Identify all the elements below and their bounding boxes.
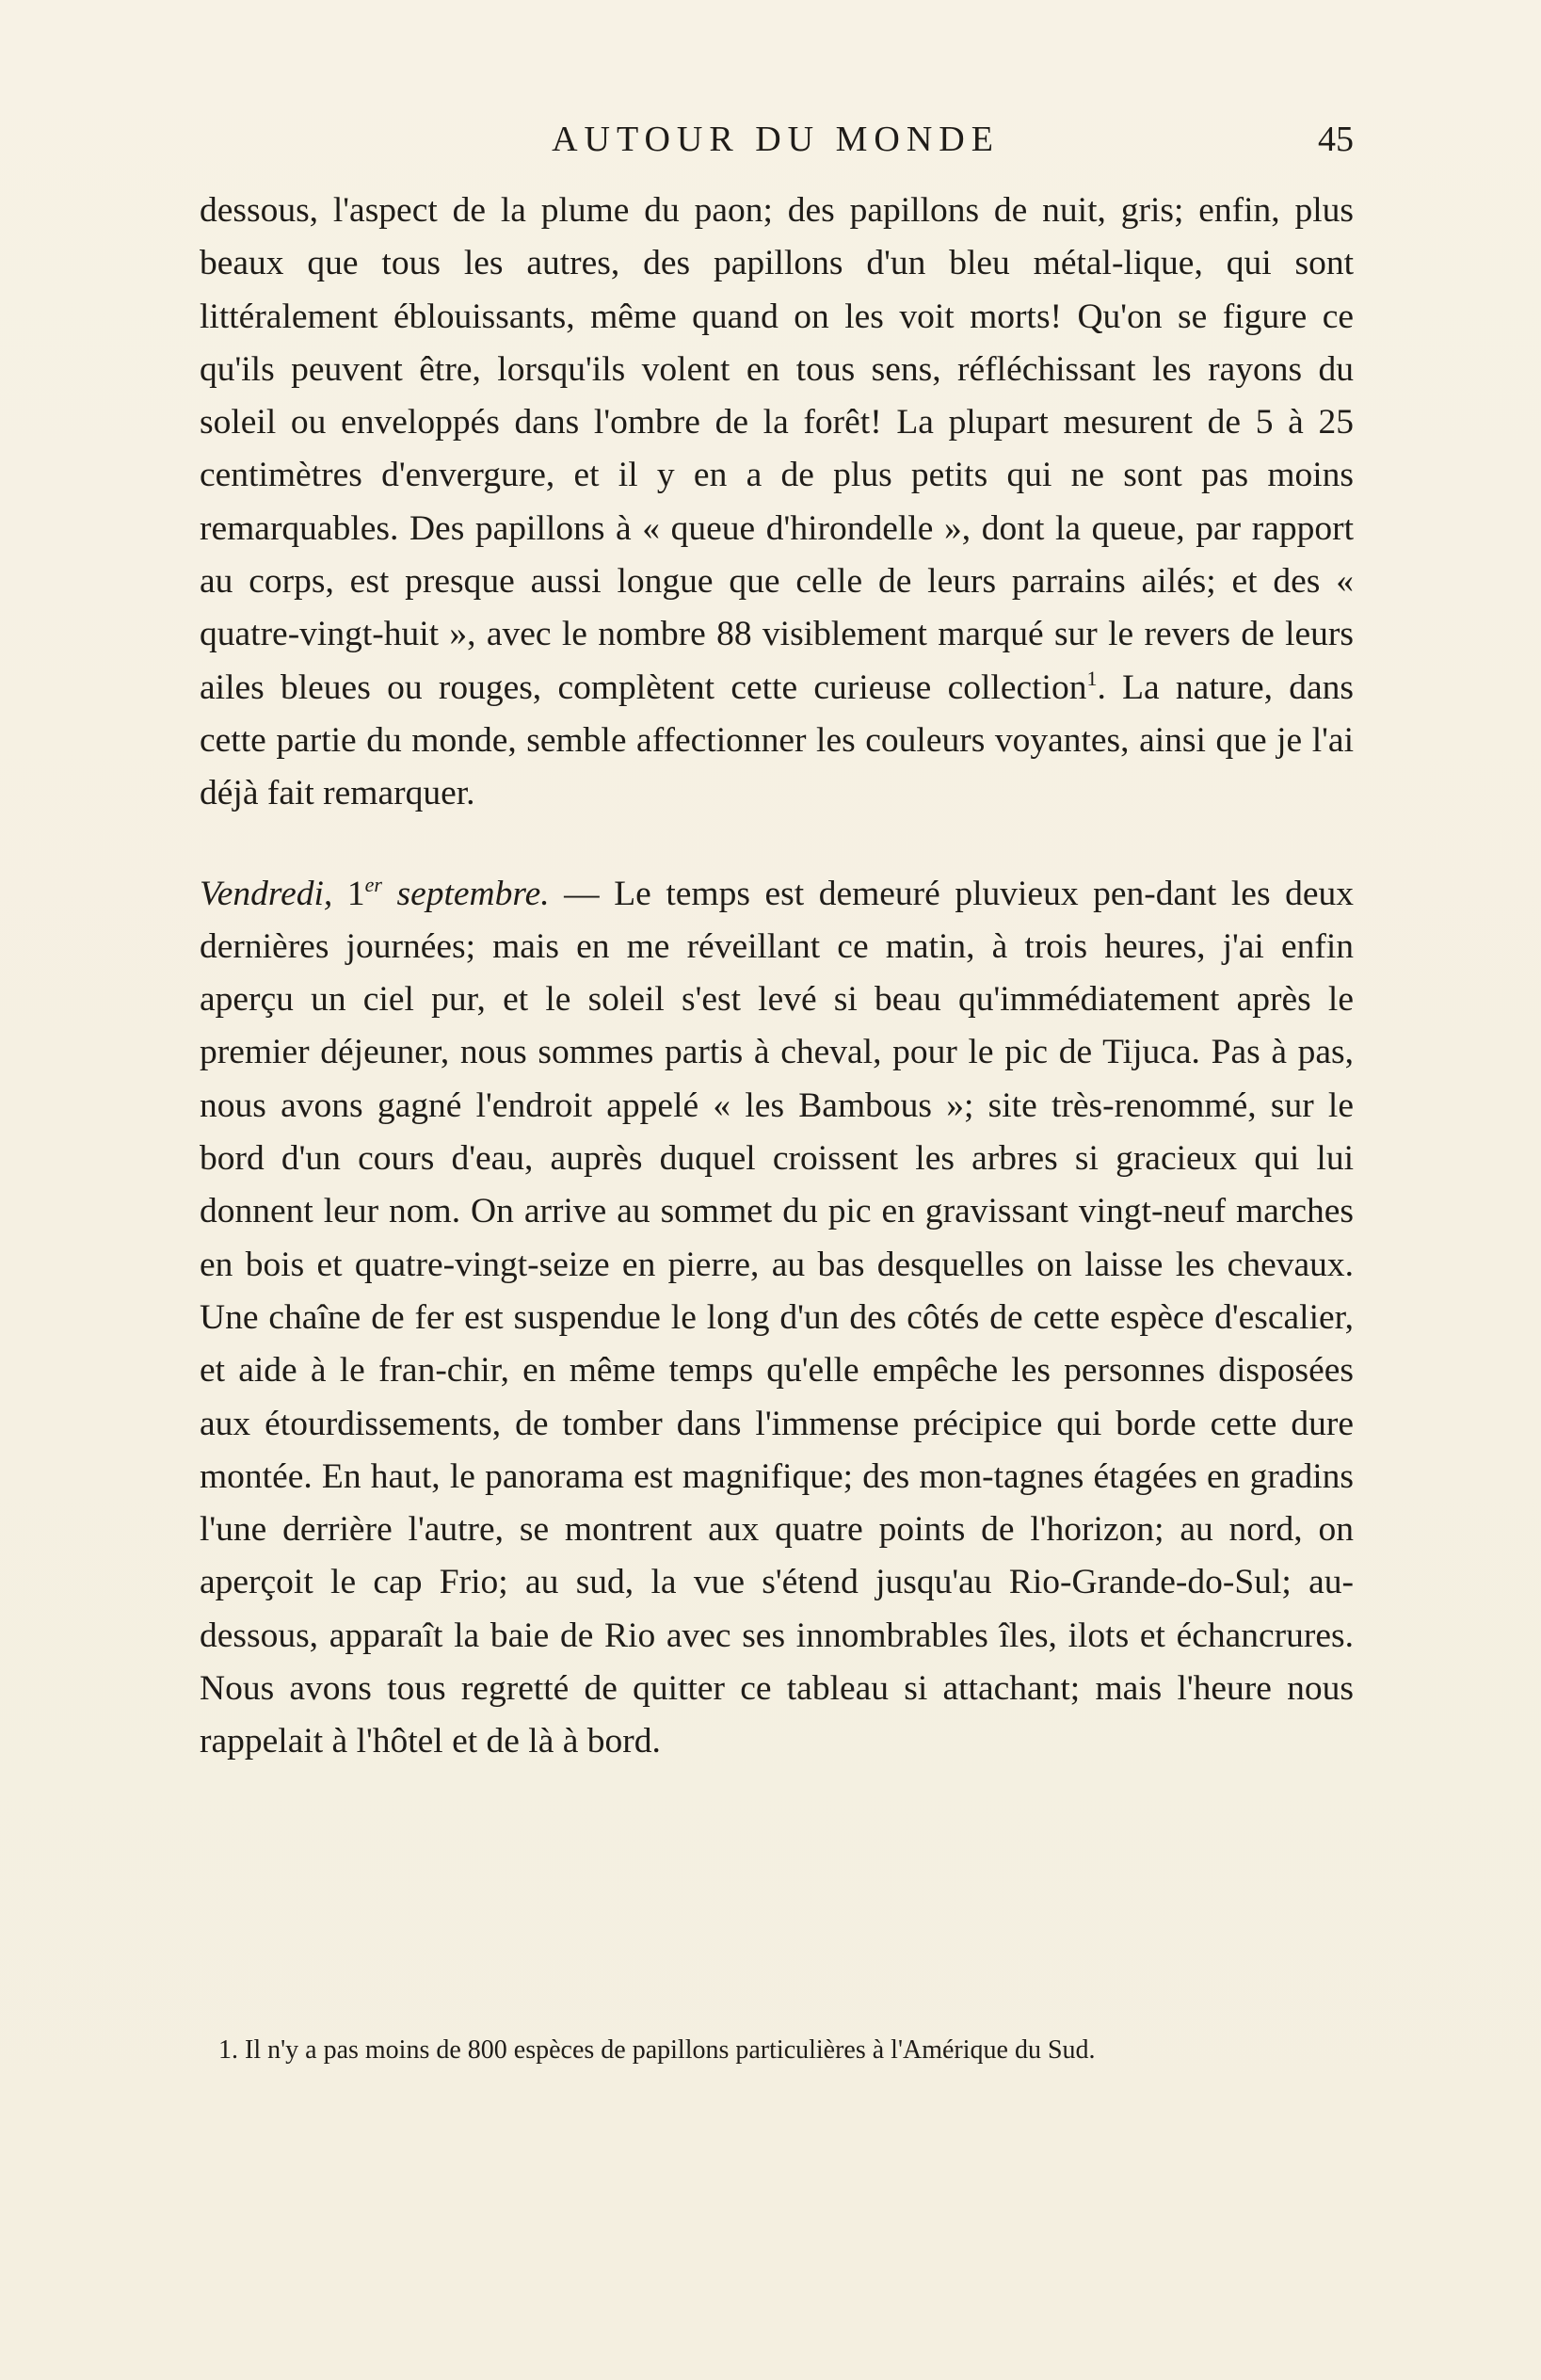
body-text	[200, 185, 1354, 1769]
date-day: Vendredi,	[200, 874, 333, 913]
page-number: 45	[1318, 120, 1354, 159]
paragraph-butterflies	[200, 185, 1354, 821]
date-ordinal: er	[364, 872, 382, 896]
running-head	[198, 111, 1354, 168]
footnote: 1. Il n'y a pas moins de 800 espèces de papillons particulières à l'Amérique du Sud.	[218, 2035, 1096, 2065]
date-month: septembre.	[396, 874, 550, 913]
paragraph-text: . La nature, dans cette partie du monde, semble affectionner les couleurs voyantes, ainsi que je l'ai déjà fait remarquer.	[200, 667, 1355, 813]
paragraph-text: — Le temps est demeuré pluvieux pen-dant les deux dernières journées; mais en me réveillant ce matin, à trois heures, j'ai enfin aperçu un ciel pur, et le soleil s'est levé si beau qu'immédiatement après le premier déjeuner, nous sommes partis à cheval, pour le pic de Tijuca. Pas à pas, nous avons gagné l'endroit appelé « les Bambous »; site très-renommé, sur le bord d'un cours d'eau, auprès duquel croissent les arbres si gracieux qui lui donnent leur nom. On arrive au sommet du pic en gravissant vingt-neuf marches en bois et quatre-vingt-seize en pierre, au bas desquelles on laisse les chevaux. Une chaîne de fer est suspendue le long d'un des côtés de cette espèce d'escalier, et aide à le fran-chir, en même temps qu'elle empêche les personnes disposées aux étourdissements, de tomber dans l'immense précipice qui borde cette dure montée. En haut, le panorama est magnifique; des mon-tagnes étagées en gradins l'une derrière l'autre, se montrent aux quatre points de l'horizon; au nord, on aperçoit le cap Frio; au sud, la vue s'étend jusqu'au Rio-Grande-do-Sul; au-dessous, apparaît la baie de Rio avec ses innombrables îles, ilots et échancrures. Nous avons tous regretté de quitter ce tableau si attachant; mais l'heure nous rappelait à l'hôtel et de là à bord.	[200, 874, 1354, 1761]
footnote-marker[interactable]: 1	[1086, 666, 1098, 690]
paragraph-text: dessous, l'aspect de la plume du paon; des papillons de nuit, gris; enfin, plus beaux que tous les autres, des papillons d'un bleu métal-lique, qui sont littéralement éblouissants, même quand on les voit morts! Qu'on se figure ce qu'ils peuvent être, lorsqu'ils volent en tous sens, réfléchissant les rayons du soleil ou enveloppés dans l'ombre de la forêt! La plupart mesurent de 5 à 25 centimètres d'envergure, et il y en a de plus petits qui ne sont pas moins remarquables. Des papillons à « queue d'hirondelle », dont la queue, par rapport au corps, est presque aussi longue que celle de leurs parrains ailés; et des « quatre-vingt-huit », avec le nombre 88 visiblement marqué sur le revers de leurs ailes bleues ou rouges, complètent cette curieuse collection	[200, 191, 1354, 707]
paragraph-tijuca	[200, 868, 1354, 1769]
running-title: AUTOUR DU MONDE	[552, 120, 1000, 159]
date-number: 1	[346, 874, 365, 913]
